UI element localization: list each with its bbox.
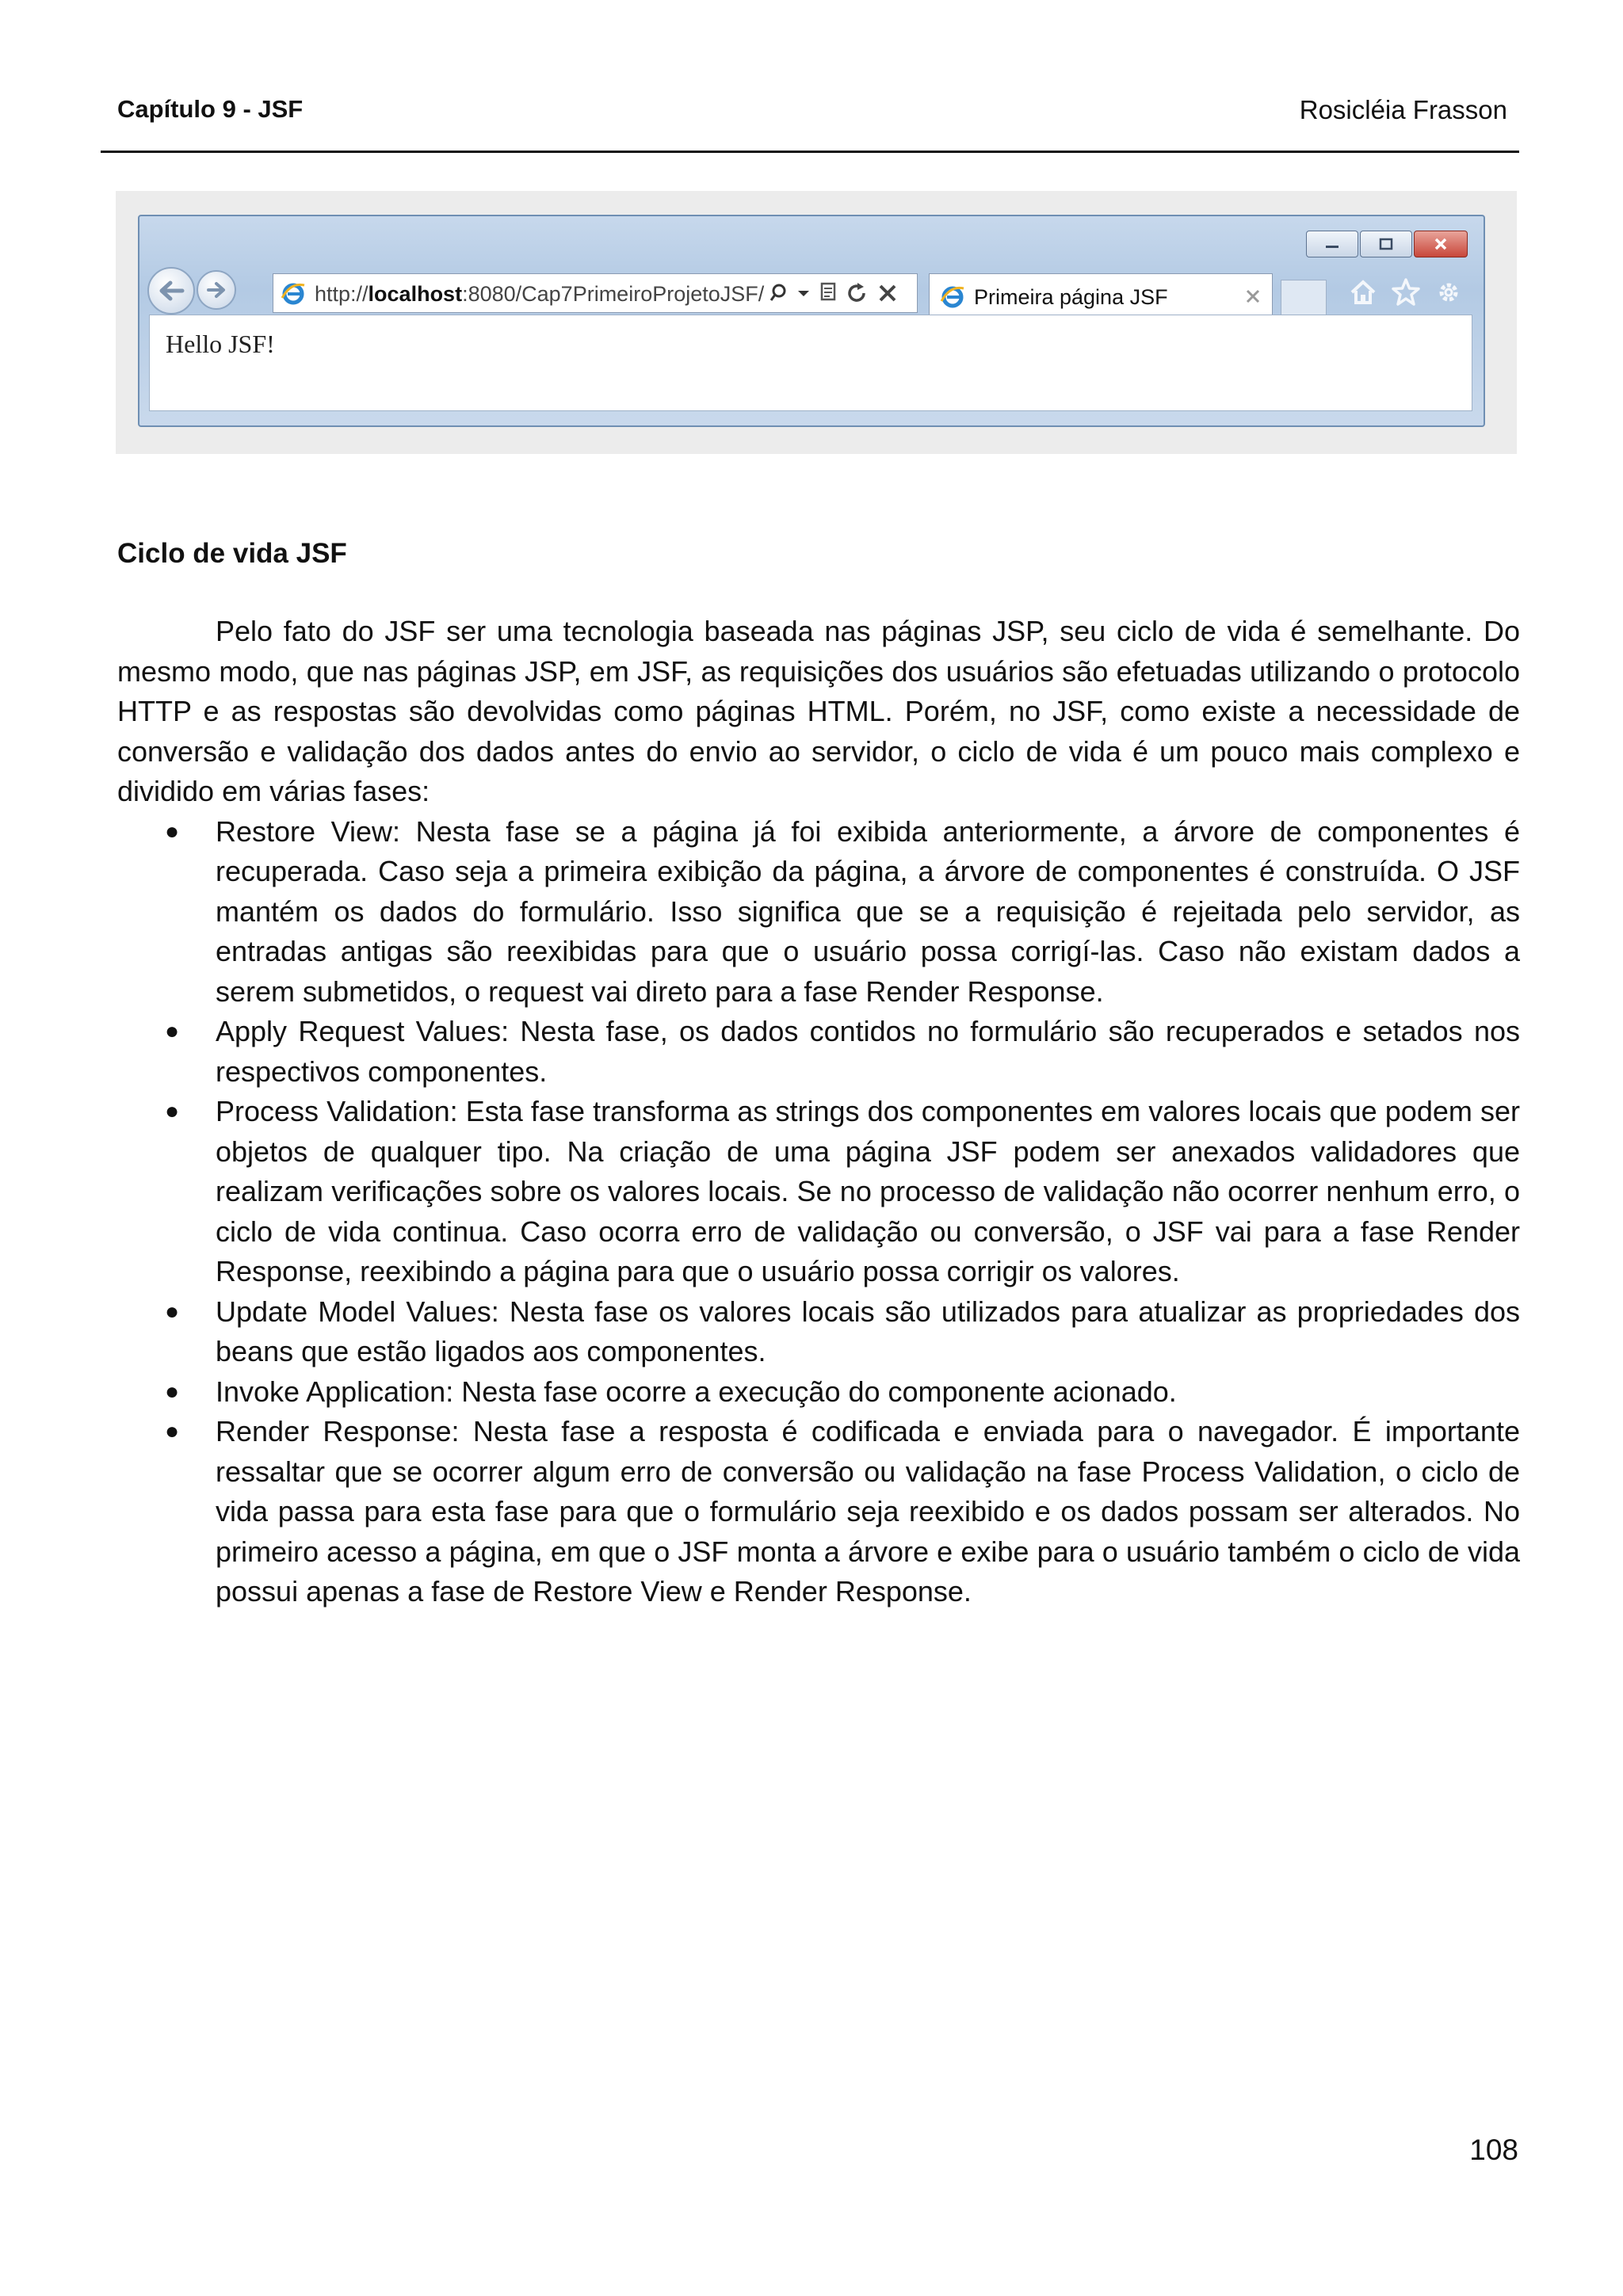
address-bar[interactable]	[273, 273, 918, 313]
favorites-star-icon[interactable]	[1390, 277, 1422, 308]
gear-icon[interactable]	[1433, 277, 1465, 308]
list-item: ● Restore View: Nesta fase se a página já foi exibida anteriormente, a árvore de componentes é recuperada. Caso seja a primeira exibição da página, a árvore de componentes é construída. O JSF mantém os dados do formulário. Isso significa que se a requisição é rejeitada pelo servidor, as entradas antigas são reexibidas para que o usuário possa corrigí-las. Caso não existam dados a serem submetidos, o request vai direto para a fase Render Response.	[117, 812, 1520, 1013]
list-item: ● Render Response: Nesta fase a resposta é codificada e enviada para o navegador. É importante ressaltar que se ocorrer algum erro de conversão ou validação na fase Process Validation, o ciclo de vida passa para esta fase para que o formulário seja reexibido e os dados possam ser alterados. No primeiro acesso a página, em que o JSF monta a árvore e exibe para o usuário também o ciclo de vida possui apenas a fase de Restore View e Render Response.	[117, 1412, 1520, 1612]
header-divider	[101, 151, 1519, 153]
list-item: ● Process Validation: Esta fase transforma as strings dos componentes em valores locais que podem ser objetos de qualquer tipo. Na criação de uma página JSF podem ser anexados validadores que realizam verificações sobre os valores locais. Se no processo de validação não ocorrer nenhum erro, o ciclo de vida continua. Caso ocorra erro de validação ou conversão, o JSF vai para a fase Render Response, reexibindo a página para que o usuário possa corrigir os valores.	[117, 1092, 1520, 1292]
chevron-down-icon[interactable]	[796, 285, 811, 301]
body-text	[117, 612, 1520, 1612]
back-arrow-icon	[157, 279, 185, 303]
ie-logo-icon	[280, 280, 307, 306]
tab-primeira-pagina[interactable]	[929, 273, 1273, 315]
browser-content-area	[149, 315, 1472, 411]
browser-screenshot-figure	[116, 191, 1517, 454]
list-item: ● Invoke Application: Nesta fase ocorre a execução do componente acionado.	[117, 1372, 1520, 1413]
intro-paragraph: Pelo fato do JSF ser uma tecnologia baseada nas páginas JSP, seu ciclo de vida é semelhante. Do mesmo modo, que nas páginas JSP, em JSF, as requisições dos usuários são efetuadas utilizando o protocolo HTTP e as respostas são devolvidas como páginas HTML. Porém, no JSF, como existe a necessidade de conversão e validação dos dados antes do envio ao servidor, o ciclo de vida é um pouco mais complexo e dividido em várias fases:	[117, 615, 1520, 807]
maximize-button[interactable]	[1360, 231, 1412, 257]
stop-icon[interactable]	[876, 281, 899, 305]
browser-window	[138, 215, 1485, 427]
refresh-icon[interactable]	[846, 280, 869, 306]
bullet-icon: ●	[165, 1018, 180, 1044]
window-controls	[1306, 231, 1468, 257]
minimize-button[interactable]	[1306, 231, 1358, 257]
address-url: http://localhost:8080/Cap7PrimeiroProjetoJSF/	[315, 282, 765, 306]
bullet-icon: ●	[165, 1098, 180, 1124]
phase-list	[117, 812, 1520, 1612]
forward-button[interactable]	[197, 270, 236, 310]
ie-page-icon	[939, 284, 966, 309]
close-window-button[interactable]	[1414, 231, 1468, 257]
tab-title: Primeira página JSF	[974, 285, 1168, 309]
chapter-title: Capítulo 9 - JSF	[117, 95, 304, 123]
forward-arrow-icon	[205, 280, 227, 299]
compatibility-view-icon[interactable]	[819, 280, 839, 306]
page-header	[117, 95, 1507, 130]
maximize-icon	[1377, 237, 1395, 251]
bullet-icon: ●	[165, 818, 180, 845]
browser-toolbar-icons	[1347, 277, 1465, 308]
author-name: Rosicléia Frasson	[1299, 95, 1507, 124]
section-heading: Ciclo de vida JSF	[117, 538, 347, 569]
home-icon[interactable]	[1347, 277, 1379, 308]
bullet-icon: ●	[165, 1298, 180, 1325]
list-item: ● Update Model Values: Nesta fase os valores locais são utilizados para atualizar as propriedades dos beans que estão ligados aos componentes.	[117, 1292, 1520, 1372]
page-number: 108	[1469, 2134, 1518, 2166]
close-tab-icon[interactable]	[1243, 287, 1262, 306]
bullet-icon: ●	[165, 1378, 180, 1405]
new-tab-button[interactable]	[1281, 280, 1327, 316]
hello-message: Hello JSF!	[166, 330, 275, 358]
back-button[interactable]	[147, 267, 195, 315]
search-icon[interactable]	[769, 282, 793, 306]
bullet-icon: ●	[165, 1418, 180, 1444]
minimize-icon	[1323, 238, 1341, 250]
list-item: ● Apply Request Values: Nesta fase, os dados contidos no formulário são recuperados e setados nos respectivos componentes.	[117, 1012, 1520, 1092]
close-icon	[1432, 237, 1449, 251]
